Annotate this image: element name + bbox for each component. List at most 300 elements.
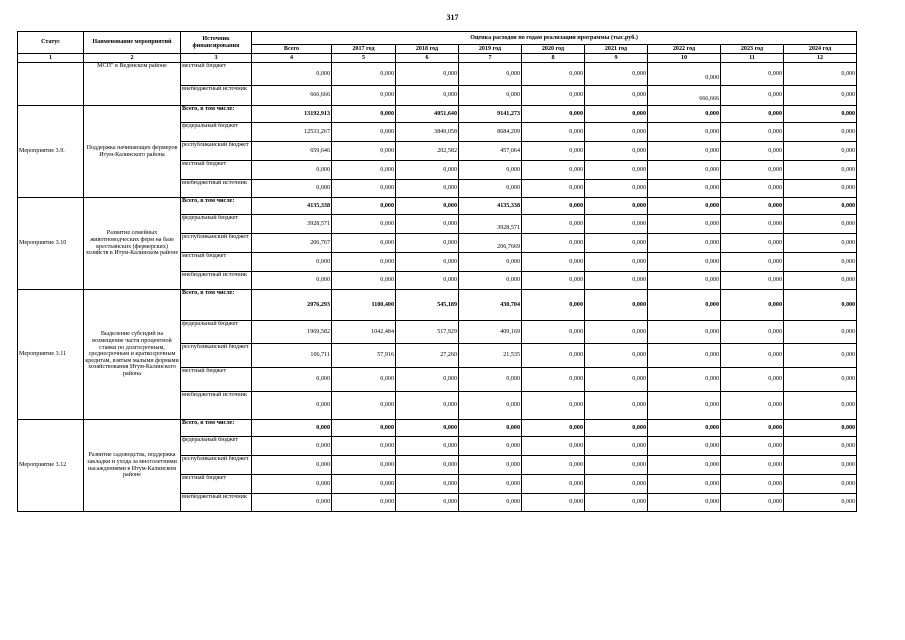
value-cell	[252, 290, 332, 321]
value-text: 0,000	[632, 376, 646, 383]
value-text: 0,000	[506, 424, 520, 431]
value-cell	[721, 253, 784, 272]
value-cell	[332, 420, 396, 437]
value-cell	[721, 215, 784, 234]
value-cell	[332, 106, 396, 123]
value-cell	[252, 161, 332, 180]
value-cell	[459, 215, 522, 234]
value-cell	[396, 290, 459, 321]
value-text: 0,000	[443, 166, 457, 173]
value-text: 0,000	[705, 277, 719, 284]
value-cell	[585, 253, 648, 272]
value-cell	[522, 420, 585, 437]
value-text: 0,000	[443, 442, 457, 449]
year-header: 2023 год	[721, 45, 784, 54]
value-text: 0,000	[632, 220, 646, 227]
event-name-cell: Развитие семейных животноводческих ферм на базе крестьянских (фермерских) хозяйств в Итум-Калинском районе	[84, 198, 181, 290]
value-text: 0,000	[768, 402, 782, 409]
value-cell	[648, 161, 721, 180]
value-text: 0,000	[443, 202, 457, 209]
value-cell	[585, 142, 648, 161]
value-cell	[585, 180, 648, 198]
value-text: 0,000	[768, 110, 782, 117]
value-cell	[332, 368, 396, 392]
value-text: 0,000	[569, 185, 583, 192]
value-cell	[332, 344, 396, 368]
value-cell	[648, 198, 721, 215]
value-cell	[332, 437, 396, 456]
value-text: 0,000	[443, 258, 457, 265]
source-cell: местный бюджет	[181, 161, 252, 180]
value-text: 0,000	[841, 185, 856, 192]
value-cell	[522, 368, 585, 392]
value-cell	[784, 290, 857, 321]
value-text: 0,000	[380, 70, 394, 77]
value-text: 0,000	[705, 185, 719, 192]
value-cell	[585, 368, 648, 392]
value-text: 0,000	[506, 70, 520, 77]
value-text: 0,000	[768, 147, 782, 154]
column-index: 6	[396, 54, 459, 63]
value-text: 0,000	[506, 376, 520, 383]
value-cell	[459, 321, 522, 344]
header-event-name: Наименование мероприятий	[84, 32, 181, 54]
value-text: 0,000	[380, 442, 394, 449]
value-cell	[585, 63, 648, 86]
value-text: 0,000	[380, 110, 394, 117]
value-cell	[459, 456, 522, 475]
value-cell	[459, 142, 522, 161]
value-text: 0,000	[569, 424, 583, 431]
value-text: 0,000	[569, 258, 583, 265]
value-text: 0,000	[768, 328, 782, 335]
value-cell	[332, 321, 396, 344]
value-text: 409,169	[500, 328, 520, 335]
year-header: 2017 год	[332, 45, 396, 54]
value-text: 0,000	[569, 128, 583, 135]
value-text: 206,767	[310, 239, 330, 246]
value-text: 0,000	[632, 442, 646, 449]
value-text: 545,189	[437, 301, 457, 308]
value-cell	[585, 420, 648, 437]
source-cell: федеральный бюджет	[181, 321, 252, 344]
value-text: 0,000	[841, 499, 856, 506]
value-text: 0,000	[380, 166, 394, 173]
year-header: 2018 год	[396, 45, 459, 54]
value-cell	[459, 63, 522, 86]
value-cell	[721, 290, 784, 321]
value-cell	[721, 142, 784, 161]
value-cell	[784, 142, 857, 161]
value-text: 0,000	[705, 442, 719, 449]
value-cell	[396, 161, 459, 180]
value-cell	[396, 494, 459, 512]
value-text: 0,000	[841, 301, 856, 308]
value-text: 0,000	[569, 461, 583, 468]
value-text: 0,000	[506, 461, 520, 468]
value-text: 659,646	[310, 147, 330, 154]
value-text: 0,000	[768, 424, 782, 431]
value-text: 0,000	[443, 185, 457, 192]
value-text: 0,000	[569, 442, 583, 449]
value-cell	[721, 420, 784, 437]
header-source: Источник финансирования	[181, 32, 252, 54]
value-text: 0,000	[768, 185, 782, 192]
value-text: 0,000	[569, 220, 583, 227]
value-cell	[252, 344, 332, 368]
value-cell	[585, 86, 648, 106]
value-text: 0,000	[768, 239, 782, 246]
value-cell	[721, 234, 784, 253]
column-index: 8	[522, 54, 585, 63]
source-cell: республиканский бюджет	[181, 456, 252, 475]
value-text: 0,000	[841, 480, 856, 487]
source-cell: республиканский бюджет	[181, 344, 252, 368]
value-cell	[585, 234, 648, 253]
value-cell	[396, 63, 459, 86]
value-cell	[396, 475, 459, 494]
value-cell	[721, 344, 784, 368]
year-header: 2019 год	[459, 45, 522, 54]
value-text: 0,000	[380, 239, 394, 246]
value-text: 0,000	[705, 239, 719, 246]
value-text: 0,000	[506, 442, 520, 449]
value-text: 0,000	[316, 442, 330, 449]
value-cell	[585, 161, 648, 180]
value-text: 0,000	[705, 166, 719, 173]
value-text: 0,000	[841, 92, 856, 99]
value-text: 0,000	[632, 128, 646, 135]
value-cell	[784, 106, 857, 123]
value-text: 0,000	[569, 376, 583, 383]
value-text: 2076,293	[307, 301, 330, 308]
value-text: 0,000	[705, 402, 719, 409]
value-cell	[459, 198, 522, 215]
value-cell	[721, 198, 784, 215]
value-text: 0,000	[768, 166, 782, 173]
value-cell	[252, 420, 332, 437]
value-cell	[252, 180, 332, 198]
value-text: 0,000	[632, 185, 646, 192]
value-cell	[459, 272, 522, 290]
value-cell	[784, 123, 857, 142]
value-text: 0,000	[316, 402, 330, 409]
value-cell	[332, 215, 396, 234]
value-cell	[648, 234, 721, 253]
value-cell	[332, 123, 396, 142]
value-cell	[252, 368, 332, 392]
value-text: 0,000	[841, 258, 856, 265]
value-text: 0,000	[443, 277, 457, 284]
value-text: 0,000	[841, 220, 856, 227]
value-text: 0,000	[705, 128, 719, 135]
value-text: 0,000	[569, 301, 583, 308]
value-text: 0,000	[632, 277, 646, 284]
value-cell	[522, 180, 585, 198]
value-cell	[332, 253, 396, 272]
value-cell	[648, 63, 721, 86]
value-text: 0,000	[768, 277, 782, 284]
value-text: 21,535	[503, 352, 520, 359]
value-cell	[648, 475, 721, 494]
value-cell	[522, 106, 585, 123]
value-text: 0,000	[768, 92, 782, 99]
value-text: 27,260	[440, 352, 457, 359]
value-cell	[585, 198, 648, 215]
value-text: 0,000	[569, 92, 583, 99]
value-text: 0,000	[506, 92, 520, 99]
value-text: 0,000	[380, 277, 394, 284]
value-text: 0,000	[705, 202, 719, 209]
value-cell	[396, 123, 459, 142]
year-header: 2024 год	[784, 45, 857, 54]
value-text: 0,000	[632, 239, 646, 246]
value-text: 12533,267	[304, 128, 330, 135]
value-cell	[459, 180, 522, 198]
value-cell	[522, 344, 585, 368]
value-text: 0,000	[768, 258, 782, 265]
value-cell	[585, 321, 648, 344]
value-text: 0,000	[705, 220, 719, 227]
value-cell	[721, 86, 784, 106]
value-cell	[522, 456, 585, 475]
value-text: 0,000	[380, 480, 394, 487]
value-cell	[396, 437, 459, 456]
value-cell	[648, 494, 721, 512]
value-cell	[522, 142, 585, 161]
value-cell	[252, 456, 332, 475]
value-cell	[332, 63, 396, 86]
value-text: 0,000	[569, 352, 583, 359]
budget-table	[17, 31, 857, 512]
value-cell	[721, 123, 784, 142]
value-text: 0,000	[316, 480, 330, 487]
value-text: 0,000	[569, 239, 583, 246]
value-cell	[252, 475, 332, 494]
value-text: 202,582	[437, 147, 457, 154]
value-cell	[522, 272, 585, 290]
value-text: 4135,338	[307, 202, 330, 209]
value-text: 430,704	[500, 301, 520, 308]
value-cell	[459, 437, 522, 456]
value-cell	[648, 321, 721, 344]
value-cell	[784, 161, 857, 180]
value-text: 0,000	[443, 424, 457, 431]
value-cell	[784, 63, 857, 86]
value-text: 0,000	[841, 128, 856, 135]
value-text: 0,000	[768, 376, 782, 383]
value-text: 0,000	[380, 202, 394, 209]
value-text: 0,000	[506, 166, 520, 173]
value-text: 666,666	[699, 96, 719, 103]
value-cell	[648, 456, 721, 475]
value-text: 0,000	[632, 480, 646, 487]
value-cell	[252, 123, 332, 142]
source-cell: республиканский бюджет	[181, 142, 252, 161]
value-cell	[585, 475, 648, 494]
value-text: 0,000	[443, 220, 457, 227]
value-cell	[332, 456, 396, 475]
value-text: 0,000	[316, 376, 330, 383]
value-text: 0,000	[632, 461, 646, 468]
value-cell	[396, 321, 459, 344]
value-text: 0,000	[841, 328, 856, 335]
value-cell	[252, 63, 332, 86]
value-cell	[784, 272, 857, 290]
column-index: 1	[18, 54, 84, 63]
value-text: 0,000	[841, 70, 856, 77]
value-cell	[522, 86, 585, 106]
value-text: 0,000	[632, 147, 646, 154]
source-cell: Всего, в том числе:	[181, 290, 252, 321]
value-text: 0,000	[569, 277, 583, 284]
value-text: 4135,338	[497, 202, 520, 209]
value-text: 0,000	[316, 424, 330, 431]
source-cell: федеральный бюджет	[181, 123, 252, 142]
value-text: 0,000	[632, 202, 646, 209]
value-cell	[721, 321, 784, 344]
value-text: 0,000	[632, 328, 646, 335]
year-header: 2021 год	[585, 45, 648, 54]
value-cell	[648, 253, 721, 272]
value-cell	[459, 475, 522, 494]
value-text: 3849,058	[434, 128, 457, 135]
value-text: 1100,400	[371, 301, 394, 308]
value-text: 0,000	[569, 202, 583, 209]
status-cell: Мероприятие 3.9.	[18, 106, 84, 198]
column-index: 3	[181, 54, 252, 63]
source-cell: внебюджетный источник	[181, 180, 252, 198]
value-cell	[522, 63, 585, 86]
header-status: Статус	[18, 32, 84, 54]
source-cell: внебюджетный источник	[181, 494, 252, 512]
value-cell	[585, 494, 648, 512]
value-cell	[522, 475, 585, 494]
value-text: 0,000	[443, 402, 457, 409]
value-cell	[252, 494, 332, 512]
value-text: 0,000	[506, 402, 520, 409]
column-index: 9	[585, 54, 648, 63]
value-cell	[252, 253, 332, 272]
value-text: 206,7669	[497, 243, 520, 250]
value-cell	[459, 392, 522, 420]
value-text: 0,000	[316, 70, 330, 77]
value-cell	[459, 253, 522, 272]
value-text: 0,000	[632, 166, 646, 173]
value-cell	[459, 106, 522, 123]
value-cell	[459, 494, 522, 512]
table-row	[18, 290, 857, 321]
value-text: 0,000	[506, 480, 520, 487]
value-text: 0,000	[841, 147, 856, 154]
value-text: 0,000	[569, 70, 583, 77]
value-cell	[721, 392, 784, 420]
value-text: 0,000	[841, 402, 856, 409]
value-text: 0,000	[443, 70, 457, 77]
value-text: 0,000	[768, 128, 782, 135]
value-cell	[522, 253, 585, 272]
value-text: 3928,571	[497, 224, 520, 231]
table-row	[18, 106, 857, 123]
value-cell	[585, 272, 648, 290]
value-text: 0,000	[705, 461, 719, 468]
event-name-cell: Выделение субсидий на возмещение части процентной ставки по долгосрочным, среднесрочным и краткосрочным кредитам, взятым малыми формами хозяйствования Итум-Калинского района	[84, 290, 181, 420]
source-cell: федеральный бюджет	[181, 437, 252, 456]
value-text: 0,000	[841, 277, 856, 284]
value-cell	[396, 368, 459, 392]
value-text: 0,000	[841, 461, 856, 468]
value-cell	[252, 198, 332, 215]
value-cell	[784, 215, 857, 234]
source-cell: местный бюджет	[181, 253, 252, 272]
value-text: 457,064	[500, 147, 520, 154]
value-text: 0,000	[768, 70, 782, 77]
value-text: 0,000	[768, 461, 782, 468]
column-index: 4	[252, 54, 332, 63]
value-text: 0,000	[316, 499, 330, 506]
value-text: 8684,209	[497, 128, 520, 135]
value-cell	[784, 494, 857, 512]
value-text: 0,000	[569, 499, 583, 506]
value-cell	[396, 86, 459, 106]
value-cell	[396, 215, 459, 234]
value-cell	[721, 161, 784, 180]
year-header: 2020 год	[522, 45, 585, 54]
value-cell	[648, 142, 721, 161]
value-text: 0,000	[705, 328, 719, 335]
value-text: 0,000	[768, 442, 782, 449]
value-cell	[459, 123, 522, 142]
value-cell	[784, 253, 857, 272]
value-cell	[648, 392, 721, 420]
value-text: 0,000	[316, 461, 330, 468]
value-text: 0,000	[569, 110, 583, 117]
value-text: 0,000	[380, 402, 394, 409]
value-cell	[721, 475, 784, 494]
value-cell	[522, 198, 585, 215]
value-cell	[585, 106, 648, 123]
value-text: 0,000	[768, 499, 782, 506]
header-estimate: Оценка расходов по годам реализации программы (тыс.руб.)	[252, 32, 857, 45]
value-cell	[784, 456, 857, 475]
value-cell	[332, 86, 396, 106]
status-cell	[18, 63, 84, 106]
value-cell	[721, 456, 784, 475]
value-cell	[396, 272, 459, 290]
value-text: 0,000	[632, 110, 646, 117]
value-text: 0,000	[380, 499, 394, 506]
value-cell	[784, 392, 857, 420]
value-cell	[522, 437, 585, 456]
value-text: 0,000	[443, 239, 457, 246]
value-text: 0,000	[841, 202, 856, 209]
value-cell	[585, 123, 648, 142]
source-cell: республиканский бюджет	[181, 234, 252, 253]
value-cell	[721, 437, 784, 456]
value-text: 4051,640	[434, 110, 457, 117]
value-cell	[784, 437, 857, 456]
value-cell	[332, 475, 396, 494]
value-cell	[459, 290, 522, 321]
source-cell: Всего, в том числе:	[181, 106, 252, 123]
value-cell	[332, 180, 396, 198]
value-text: 0,000	[443, 376, 457, 383]
status-cell: Мероприятие 3.11	[18, 290, 84, 420]
source-cell: внебюджетный источник	[181, 272, 252, 290]
value-text: 0,000	[632, 424, 646, 431]
value-cell	[522, 161, 585, 180]
value-text: 0,000	[705, 480, 719, 487]
